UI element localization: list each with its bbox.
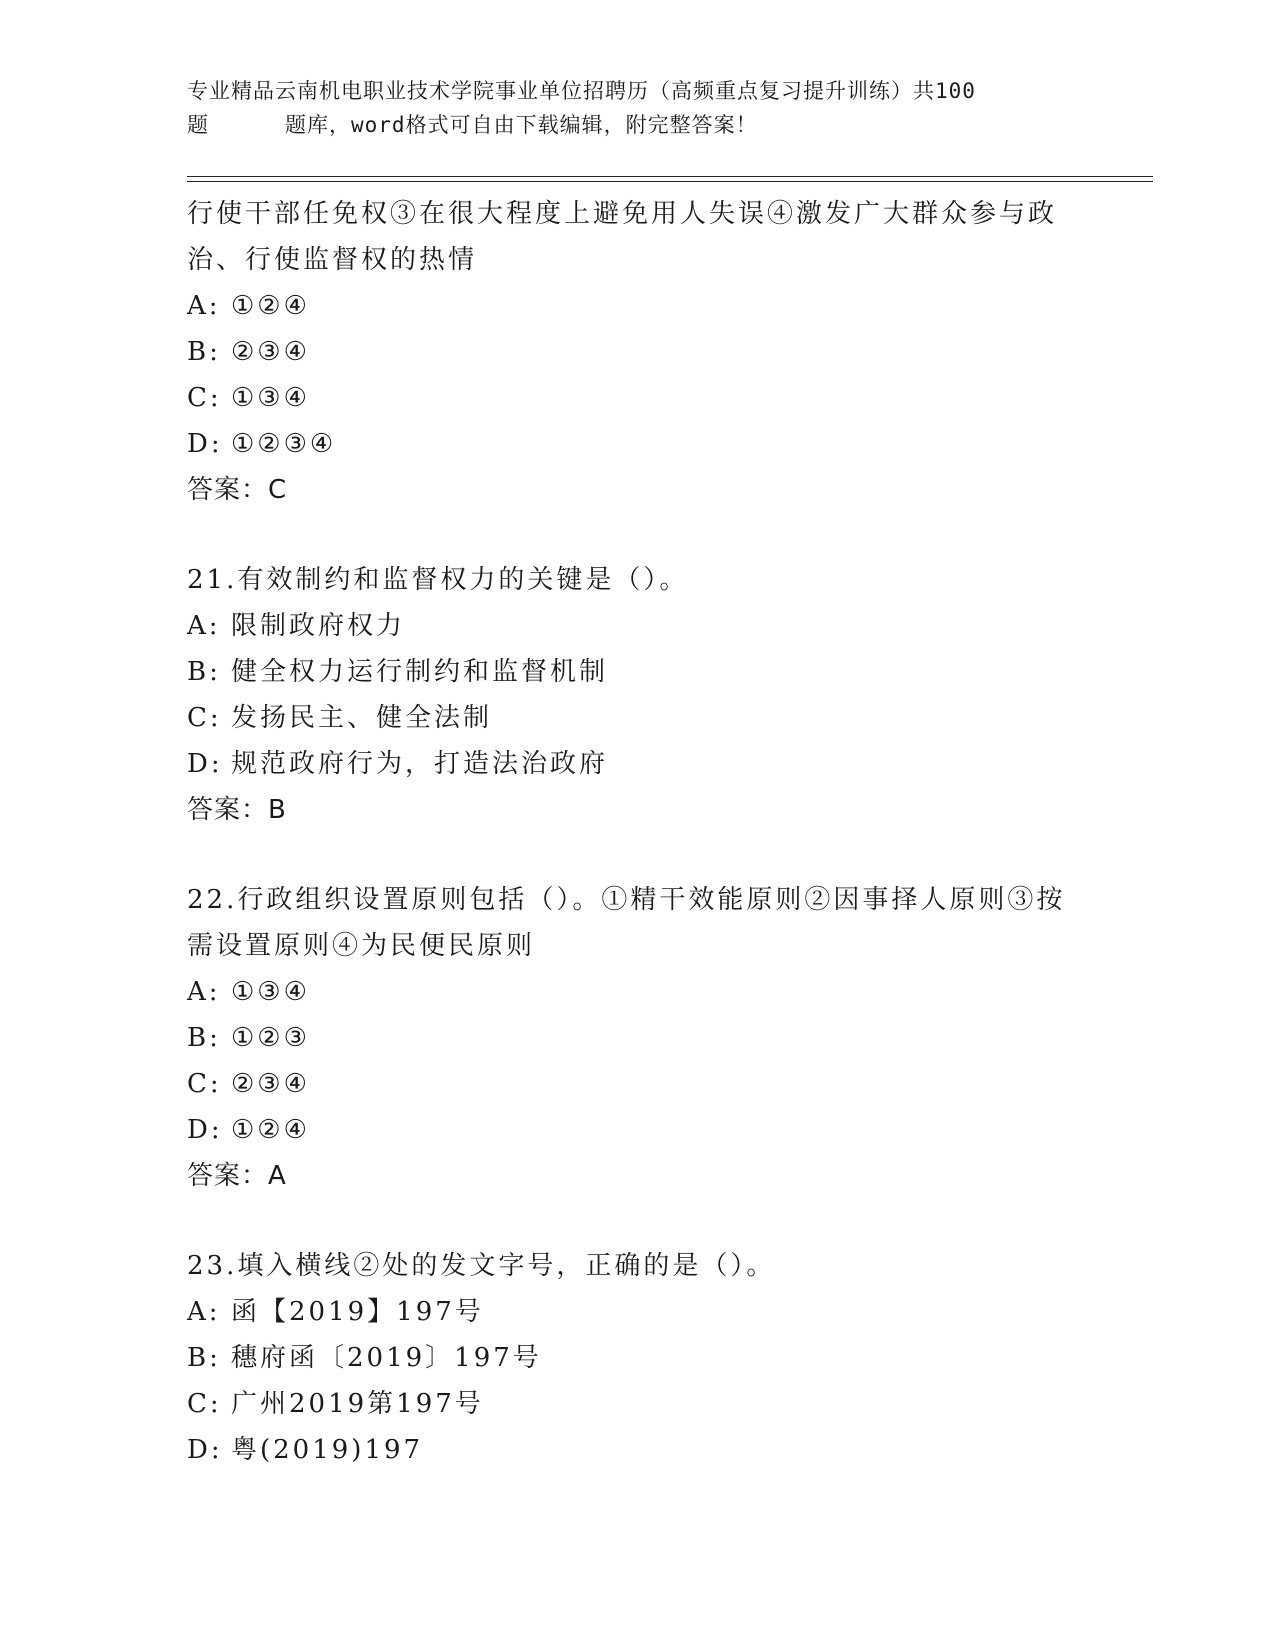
option-d: [187, 1107, 1087, 1153]
option-c: [187, 695, 1087, 741]
option-key: D:: [187, 1435, 223, 1465]
question-stem: 21.有效制约和监督权力的关键是（）。: [187, 565, 689, 595]
option-key: C:: [187, 1069, 222, 1099]
option-text: ①②④: [231, 1115, 310, 1145]
option-a: [187, 1289, 1087, 1335]
option-key: B:: [187, 337, 221, 367]
option-text: ①②③④: [231, 429, 337, 459]
question-21: [187, 557, 1087, 833]
option-key: A:: [187, 611, 221, 641]
option-text: 函【2019】197号: [231, 1297, 484, 1327]
option-d: [187, 1427, 1087, 1473]
option-text: ②③④: [231, 1069, 310, 1099]
question-20: [187, 191, 1087, 513]
option-a: [187, 283, 1087, 329]
option-c: [187, 1381, 1087, 1427]
question-stem: 22.行政组织设置原则包括（）。①精干效能原则②因事择人原则③按: [187, 885, 1066, 915]
question-stem: 需设置原则④为民便民原则: [187, 931, 536, 961]
option-key: C:: [187, 1389, 222, 1419]
option-key: D:: [187, 1115, 223, 1145]
answer-label: 答案：C: [187, 475, 288, 505]
question-stem: 行使干部任免权③在很大程度上避免用人失误④激发广大群众参与政: [187, 199, 1058, 229]
header-divider-bottom: [187, 181, 1153, 182]
header-title-line2: [187, 108, 1087, 142]
option-text: ①③④: [231, 977, 310, 1007]
option-key: D:: [187, 749, 223, 779]
option-d: [187, 421, 1087, 467]
header-title-line2-rest: 题库，word格式可自由下载编辑，附完整答案！: [285, 113, 758, 137]
option-text: ②③④: [231, 337, 310, 367]
option-b: [187, 649, 1087, 695]
question-list: [187, 191, 1087, 1473]
option-text: ①③④: [231, 383, 310, 413]
option-b: [187, 329, 1087, 375]
header-title-line2-start: 题: [187, 113, 209, 137]
option-text: ①②③: [231, 1023, 310, 1053]
question-stem: 23.填入横线②处的发文字号，正确的是（）。: [187, 1251, 776, 1281]
option-text: 限制政府权力: [231, 611, 406, 641]
option-c: [187, 375, 1087, 421]
option-key: B:: [187, 657, 221, 687]
question-stem: 治、行使监督权的热情: [187, 245, 478, 275]
option-key: D:: [187, 429, 223, 459]
option-d: [187, 741, 1087, 787]
option-text: 粤(2019)197: [231, 1435, 424, 1465]
option-key: C:: [187, 383, 222, 413]
answer-label: 答案：A: [187, 1161, 287, 1191]
option-key: A:: [187, 977, 221, 1007]
option-text: 健全权力运行制约和监督机制: [231, 657, 609, 687]
option-key: C:: [187, 703, 222, 733]
option-key: A:: [187, 291, 221, 321]
question-23: [187, 1243, 1087, 1473]
option-text: 广州2019第197号: [231, 1389, 484, 1419]
header-title-line1: 专业精品云南机电职业技术学院事业单位招聘历（高频重点复习提升训练）共100: [187, 79, 976, 103]
option-key: B:: [187, 1023, 221, 1053]
document-header: [187, 74, 1087, 142]
answer-label: 答案：B: [187, 795, 287, 825]
option-text: ①②④: [231, 291, 310, 321]
option-key: B:: [187, 1343, 221, 1373]
option-text: 规范政府行为，打造法治政府: [231, 749, 609, 779]
question-22: [187, 877, 1087, 1199]
option-text: 穗府函〔2019〕197号: [231, 1343, 542, 1373]
option-b: [187, 1335, 1087, 1381]
option-c: [187, 1061, 1087, 1107]
option-a: [187, 969, 1087, 1015]
option-b: [187, 1015, 1087, 1061]
option-key: A:: [187, 1297, 221, 1327]
option-a: [187, 603, 1087, 649]
header-divider-top: [187, 176, 1153, 177]
option-text: 发扬民主、健全法制: [231, 703, 493, 733]
